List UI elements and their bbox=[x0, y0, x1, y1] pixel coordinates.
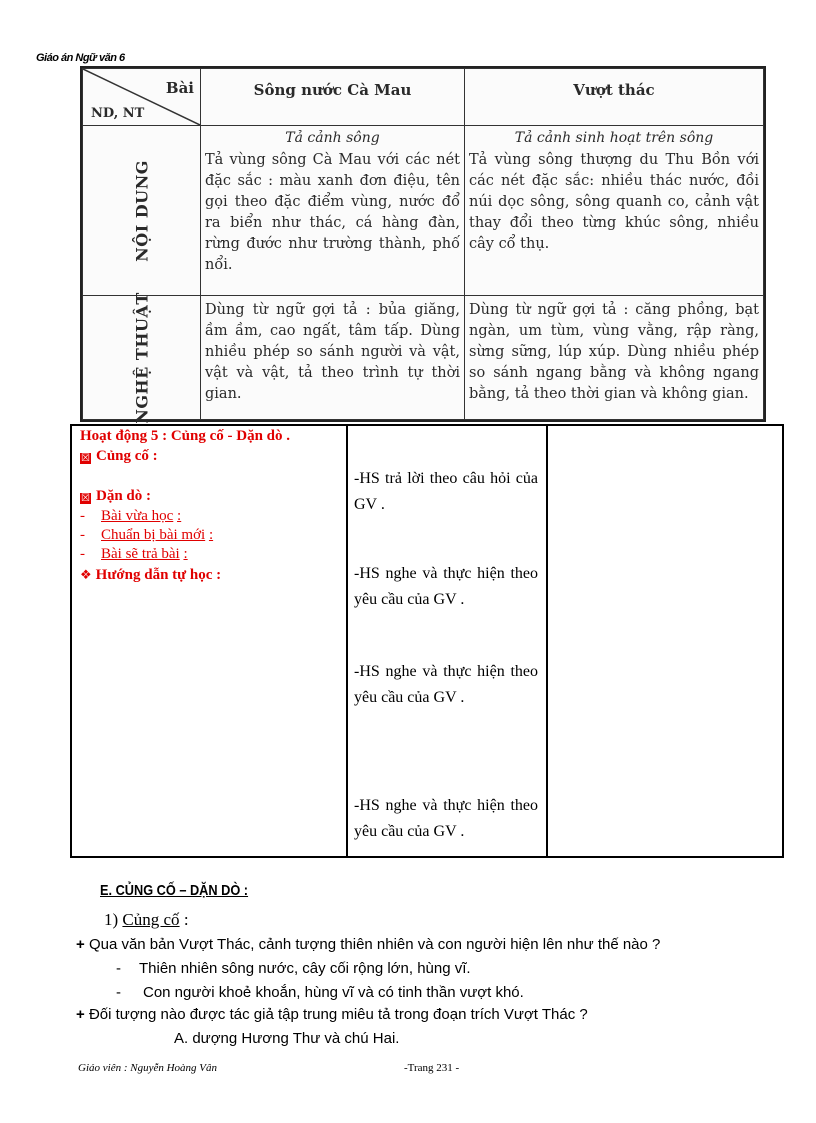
column-header-song-nuoc-ca-mau: Sông nước Cà Mau bbox=[201, 69, 465, 126]
corner-label-ndnt: ND, NT bbox=[91, 106, 145, 121]
row-label-nghe-thuat: NGHỆ THUẬT bbox=[132, 291, 151, 424]
item-colon: : bbox=[177, 508, 182, 524]
subheading-ta-canh-sinh-hoat: Tả cảnh sinh hoạt trên sông bbox=[514, 130, 714, 146]
list-item bbox=[80, 508, 181, 525]
hs-response: -HS nghe và thực hiện theo yêu cầu của GV . bbox=[354, 797, 538, 840]
art-text-ca-mau: Dùng từ ngữ gợi tả : bủa giăng, ầm ầm, cao ngất, tâm tấp. Dùng nhiều phép so sánh người và vật, vật và vật, tả theo trình tự thời gian. bbox=[205, 302, 460, 402]
plus-bullet-icon: + bbox=[76, 1006, 85, 1023]
item-bai-se-tra-bai: Bài sẽ trả bài bbox=[101, 546, 180, 562]
row-label-nghe-thuat-cell bbox=[83, 291, 201, 424]
activity-table bbox=[70, 424, 784, 858]
checkbox-icon: ☒ bbox=[81, 493, 90, 504]
question-2 bbox=[76, 1006, 588, 1023]
column-header-vuot-thac: Vượt thác bbox=[465, 69, 764, 126]
cung-co-text: Củng cố : bbox=[96, 448, 158, 464]
diamond-bullet-icon: ❖ bbox=[80, 568, 92, 583]
answer-1 bbox=[116, 960, 471, 977]
content-cell-ca-mau bbox=[201, 126, 465, 296]
list-item bbox=[80, 546, 188, 563]
list-dash: - bbox=[80, 508, 85, 524]
dan-do-text: Dặn dò : bbox=[96, 488, 152, 504]
item-colon: : bbox=[183, 546, 188, 562]
answer-2 bbox=[116, 984, 524, 1001]
subheading-ta-canh-song: Tả cảnh sông bbox=[285, 130, 380, 146]
list-dash: - bbox=[116, 984, 121, 1001]
row-label-noi-dung: NỘI DUNG bbox=[132, 159, 151, 262]
huong-dan-text: Hướng dẫn tự học : bbox=[95, 567, 222, 583]
list-dash: - bbox=[80, 546, 85, 562]
heading-label: Củng cố bbox=[122, 910, 180, 929]
art-cell-vuot-thac bbox=[465, 296, 764, 420]
comparison-table-scan bbox=[80, 66, 766, 422]
list-dash: - bbox=[116, 960, 121, 977]
content-cell-vuot-thac bbox=[465, 126, 764, 296]
list-item bbox=[80, 527, 213, 544]
teacher-activity-column bbox=[72, 426, 348, 856]
question-1-text: Qua văn bản Vượt Thác, cảnh tượng thiên nhiên và con người hiện lên như thế nào ? bbox=[88, 936, 661, 953]
student-activity-column bbox=[348, 426, 548, 856]
checkbox-icon: ☒ bbox=[81, 453, 90, 464]
heading-number: 1) bbox=[104, 910, 119, 929]
cung-co-label bbox=[80, 448, 158, 465]
footer-page-number: -Trang 231 - bbox=[404, 1062, 460, 1074]
hs-response: -HS nghe và thực hiện theo yêu cầu của GV . bbox=[354, 565, 538, 608]
heading-colon: : bbox=[183, 910, 189, 929]
answer-1-text: Thiên nhiên sông nước, cây cối rộng lớn, hùng vĩ. bbox=[139, 960, 471, 977]
huong-dan-tu-hoc bbox=[80, 567, 221, 584]
option-a: A. dượng Hương Thư và chú Hai. bbox=[174, 1030, 400, 1047]
list-dash: - bbox=[80, 527, 85, 543]
row-label-noi-dung-cell bbox=[83, 126, 201, 296]
dan-do-label bbox=[80, 488, 151, 505]
item-chuan-bi-bai-moi: Chuẩn bị bài mới bbox=[101, 527, 206, 543]
table-corner-cell bbox=[83, 69, 201, 126]
document-header: Giáo án Ngữ văn 6 bbox=[36, 52, 125, 64]
activity-title: Hoạt động 5 : Củng cố - Dặn dò . bbox=[80, 428, 291, 444]
content-text-vuot-thac: Tả vùng sông thượng du Thu Bồn với các nét đặc sắc: nhiều thác nước, đồi núi dọc sông, sông quanh co, cảnh vật thay đổi theo từng khúc sông, nhiều cây cổ thụ. bbox=[469, 152, 759, 252]
cung-co-heading bbox=[104, 910, 189, 930]
content-text-ca-mau: Tả vùng sông Cà Mau với các nét đặc sắc : màu xanh đơn điệu, tên gọi theo đặc điểm vùng, nước đổ ra biển như thác, cá hàng đàn, rừng đước như trường thành, phố nổi. bbox=[205, 152, 460, 273]
section-e-title-text: E. CỦNG CỐ – DẶN DÒ : bbox=[100, 882, 249, 899]
hs-response: -HS nghe và thực hiện theo yêu cầu của GV . bbox=[354, 663, 538, 706]
question-2-text: Đối tượng nào được tác giả tập trung miêu tả trong đoạn trích Vượt Thác ? bbox=[88, 1006, 588, 1023]
art-text-vuot-thac: Dùng từ ngữ gợi tả : căng phồng, bạt ngàn, um tùm, vùng vằng, rập ràng, sừng sững, lúp xúp. Dùng nhiều phép so sánh ngang bằng và không ngang bằng, tả theo thời gian và không gian. bbox=[469, 302, 759, 402]
hs-response: -HS trả lời theo câu hỏi của GV . bbox=[354, 470, 538, 513]
item-colon: : bbox=[208, 527, 214, 543]
footer-teacher: Giáo viên : Nguyễn Hoàng Vân bbox=[78, 1062, 217, 1074]
corner-label-bai: Bài bbox=[165, 79, 194, 97]
plus-bullet-icon: + bbox=[76, 936, 85, 953]
section-e-title bbox=[100, 882, 248, 899]
art-cell-ca-mau bbox=[201, 296, 465, 420]
answer-2-text: Con người khoẻ khoắn, hùng vĩ và có tinh thần vượt khó. bbox=[143, 984, 524, 1001]
item-bai-vua-hoc: Bài vừa học bbox=[101, 508, 174, 524]
question-1 bbox=[76, 936, 660, 953]
